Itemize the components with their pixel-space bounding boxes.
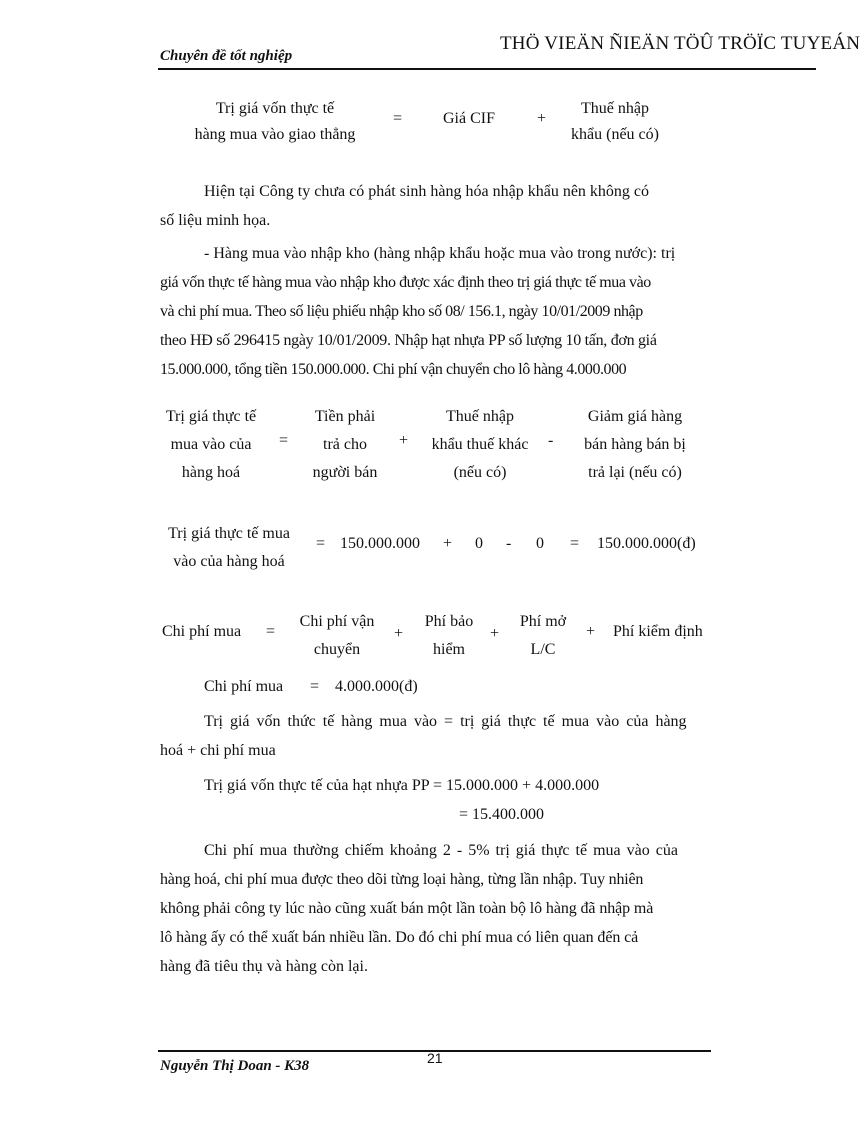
paragraph-line: Trị giá vốn thức tế hàng mua vào = trị giá thực tế mua vào của hàng (204, 713, 687, 730)
formula3-lhs-line1: Trị giá thực tế mua (168, 525, 290, 542)
formula2-col2-line: người bán (312, 464, 378, 481)
formula4-plus2: + (490, 625, 500, 642)
formula1-term1: Giá CIF (443, 110, 495, 127)
formula4-equals: = (266, 623, 276, 640)
formula4-term4: Phí kiểm định (613, 623, 703, 640)
formula2-col1-line: hàng hoá (181, 464, 241, 481)
footer-author: Nguyễn Thị Doan - K38 (160, 1058, 310, 1074)
formula1-lhs (175, 96, 375, 148)
formula2-equals: = (279, 432, 289, 449)
formula1-equals: = (393, 110, 403, 127)
paragraph-purchase-cost-share (160, 836, 711, 981)
formula1-plus: + (537, 110, 547, 127)
formula2-col4-line: Giảm giá hàng (587, 408, 683, 425)
formula2-col4-line: bán hàng bán bị (584, 436, 686, 453)
paragraph-line: lô hàng ấy có thể xuất bán nhiều lần. Do đó chi phí mua có liên quan đến cả (160, 929, 639, 946)
paragraph-line: hàng đã tiêu thụ và hàng còn lại. (160, 958, 368, 975)
formula2-plus: + (399, 432, 409, 449)
formula4-term3-line: L/C (530, 641, 556, 658)
calc-line2: = 15.400.000 (459, 806, 545, 823)
formula3-minus: - (506, 535, 512, 552)
formula4-lhs: Chi phí mua (162, 623, 242, 640)
calc-line1: Trị giá vốn thực tế của hạt nhựa PP = 15.000.000 + 4.000.000 (204, 777, 600, 794)
paragraph-line: và chi phí mua. Theo số liệu phiếu nhập kho số 08/ 156.1, ngày 10/01/2009 nhập (160, 303, 643, 320)
formula2-col2-line: Tiền phải (314, 408, 376, 425)
paragraph-line: không phải công ty lúc nào cũng xuất bán một lần toàn bộ lô hàng đã nhập mà (160, 900, 654, 917)
formula2-col1-line: Trị giá thực tế (165, 408, 257, 425)
formula2-col2-line: trả cho (323, 436, 367, 453)
paragraph-line: theo HĐ số 296415 ngày 10/01/2009. Nhập hạt nhựa PP số lượng 10 tấn, đơn giá (160, 332, 657, 349)
formula1-lhs-line1: Trị giá vốn thực tế (215, 100, 335, 117)
formula4-term1-line: chuyển (313, 641, 361, 658)
formula2-col2 (300, 403, 390, 487)
formula4-term2 (415, 608, 483, 664)
page-number: 21 (427, 1050, 443, 1066)
formula2-col4 (565, 403, 705, 487)
paragraph-line: Chi phí mua thường chiếm khoảng 2 - 5% trị giá thực tế mua vào của (204, 842, 678, 859)
paragraph-line: Hiện tại Công ty chưa có phát sinh hàng hóa nhập khẩu nên không có (204, 183, 650, 200)
formula3-equals: = (316, 535, 326, 552)
formula1-term2-line1: Thuế nhập (581, 100, 649, 117)
formula3-plus: + (443, 535, 453, 552)
paragraph-line: - Hàng mua vào nhập kho (hàng nhập khẩu hoặc mua vào trong nước): trị (204, 245, 676, 262)
formula4-term3-line: Phí mở (519, 613, 567, 630)
paragraph-line: số liệu minh họa. (160, 212, 271, 229)
formula2-col3 (420, 403, 540, 487)
formula1-term2-line2: khẩu (nếu có) (571, 126, 659, 143)
formula3-value3: 0 (536, 535, 544, 552)
formula1-term2 (560, 96, 670, 148)
paragraph-no-import (160, 177, 711, 235)
formula4-plus3: + (586, 623, 596, 640)
paragraph-goods-warehouse (160, 239, 711, 384)
purchase-cost-equals: = (310, 678, 320, 695)
formula4-term1 (290, 608, 384, 664)
formula3-result: 150.000.000(đ) (597, 535, 696, 552)
formula2-col1 (155, 403, 267, 487)
paragraph-line: giá vốn thực tế hàng mua vào nhập kho được xác định theo trị giá thực tế mua vào (160, 274, 651, 291)
formula3-value1: 150.000.000 (340, 535, 420, 552)
formula2-col3-line: khẩu thuế khác (431, 436, 529, 453)
header-library-banner: THÖ VIEÄN ÑIEÄN TÖÛ TRÖÏC TUYEÁN (500, 33, 860, 54)
purchase-cost-label: Chi phí mua (204, 678, 284, 695)
formula4-term1-line: Chi phí vận (299, 613, 375, 630)
formula2-col3-line: (nếu có) (453, 464, 507, 481)
formula3-equals2: = (570, 535, 580, 552)
formula4-plus1: + (394, 625, 404, 642)
paragraph-line: hoá + chi phí mua (160, 742, 276, 759)
paragraph-line: 15.000.000, tổng tiền 150.000.000. Chi phí vận chuyển cho lô hàng 4.000.000 (160, 361, 627, 378)
header-title: Chuyên đề tốt nghiệp (160, 48, 293, 64)
formula3-lhs-line2: vào của hàng hoá (173, 553, 285, 570)
formula4-term3 (510, 608, 576, 664)
formula3-lhs (155, 520, 303, 576)
formula4-term2-line: hiểm (433, 641, 465, 658)
header-rule (158, 68, 816, 70)
formula4-term2-line: Phí bảo (424, 613, 474, 630)
formula2-col3-line: Thuế nhập (446, 408, 514, 425)
formula3-value2: 0 (475, 535, 483, 552)
formula2-minus: - (548, 432, 554, 449)
paragraph-cost-definition (160, 707, 711, 765)
paragraph-line: hàng hoá, chi phí mua được theo dõi từng loại hàng, từng lần nhập. Tuy nhiên (160, 871, 644, 888)
purchase-cost-value: 4.000.000(đ) (335, 678, 418, 695)
formula2-col1-line: mua vào của (170, 436, 252, 453)
formula1-lhs-line2: hàng mua vào giao thẳng (194, 126, 356, 143)
formula2-col4-line: trả lại (nếu có) (588, 464, 682, 481)
